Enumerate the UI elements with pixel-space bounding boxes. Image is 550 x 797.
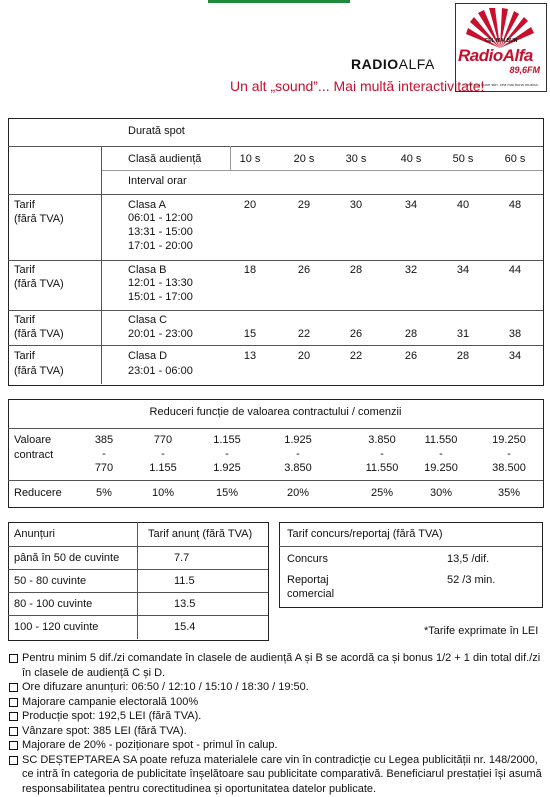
interval-header: Interval orar (128, 175, 187, 187)
checkbox-bullet-icon (9, 698, 18, 707)
duration-60s: 60 s (504, 153, 526, 165)
value-label: Valoare (14, 434, 52, 446)
checkbox-bullet-icon (9, 654, 18, 663)
list-item: Ore difuzare anunțuri: 06:50 / 12:10 / 15:10 / 18:30 / 19:50. (9, 680, 545, 695)
checkbox-bullet-icon (9, 683, 18, 692)
duration-header: Durată spot (128, 125, 185, 137)
duration-30s: 30 s (345, 153, 367, 165)
slogan: Un alt „sound”... Mai multă interactivitate! (230, 78, 485, 94)
list-item: SC DEȘTEPTAREA SA poate refuza materialele care vin în contradicție cu Legea publicității nr. 148/2000, ce intră în categoria de publicitate înșelătoare sau publicitate comparativă. Beneficiarul prestației își asumă responsabilitatea pentru corectitudinea și oportunitatea datelor publicate. (9, 753, 545, 797)
checkbox-bullet-icon (9, 741, 18, 750)
duration-20s: 20 s (293, 153, 315, 165)
notes-list (9, 651, 545, 796)
checkbox-bullet-icon (9, 756, 18, 765)
list-item: Pentru minim 5 dif./zi comandate în clasele de audiență A și B se acordă ca și bonus 1/2 + 1 din total dif./zi în clasele de audiență C și D. (9, 651, 545, 680)
radio-alfa-logo: CEL MAI BUN RadioAlfa 89,6FM Cele mai bune stiri, cea mai buna muzica (455, 3, 547, 92)
list-item: Majorare campanie electorală 100% (9, 695, 545, 710)
discount-title: Reduceri funcție de valoarea contractului / comenzii (149, 406, 402, 418)
top-accent-bar (208, 0, 350, 3)
duration-40s: 40 s (400, 153, 422, 165)
list-item: Vânzare spot: 385 LEI (fără TVA). (9, 724, 545, 739)
duration-50s: 50 s (452, 153, 474, 165)
value-label-2: contract (14, 449, 54, 461)
checkbox-bullet-icon (9, 712, 18, 721)
ads-col-header: Anunțuri (14, 528, 55, 540)
reduction-label: Reducere (14, 487, 62, 499)
checkbox-bullet-icon (9, 727, 18, 736)
ads-price-header: Tarif anunț (fără TVA) (148, 528, 253, 540)
class-header: Clasă audiență (128, 153, 202, 165)
list-item: Majorare de 20% - poziționare spot - primul în calup. (9, 738, 545, 753)
brand-wordmark: RADIOALFA (351, 56, 435, 72)
duration-10s: 10 s (239, 153, 261, 165)
contest-title: Tarif concurs/reportaj (fără TVA) (287, 528, 443, 540)
list-item: Producție spot: 192,5 LEI (fără TVA). (9, 709, 545, 724)
currency-footnote: *Tarife exprimate în LEI (424, 625, 539, 637)
